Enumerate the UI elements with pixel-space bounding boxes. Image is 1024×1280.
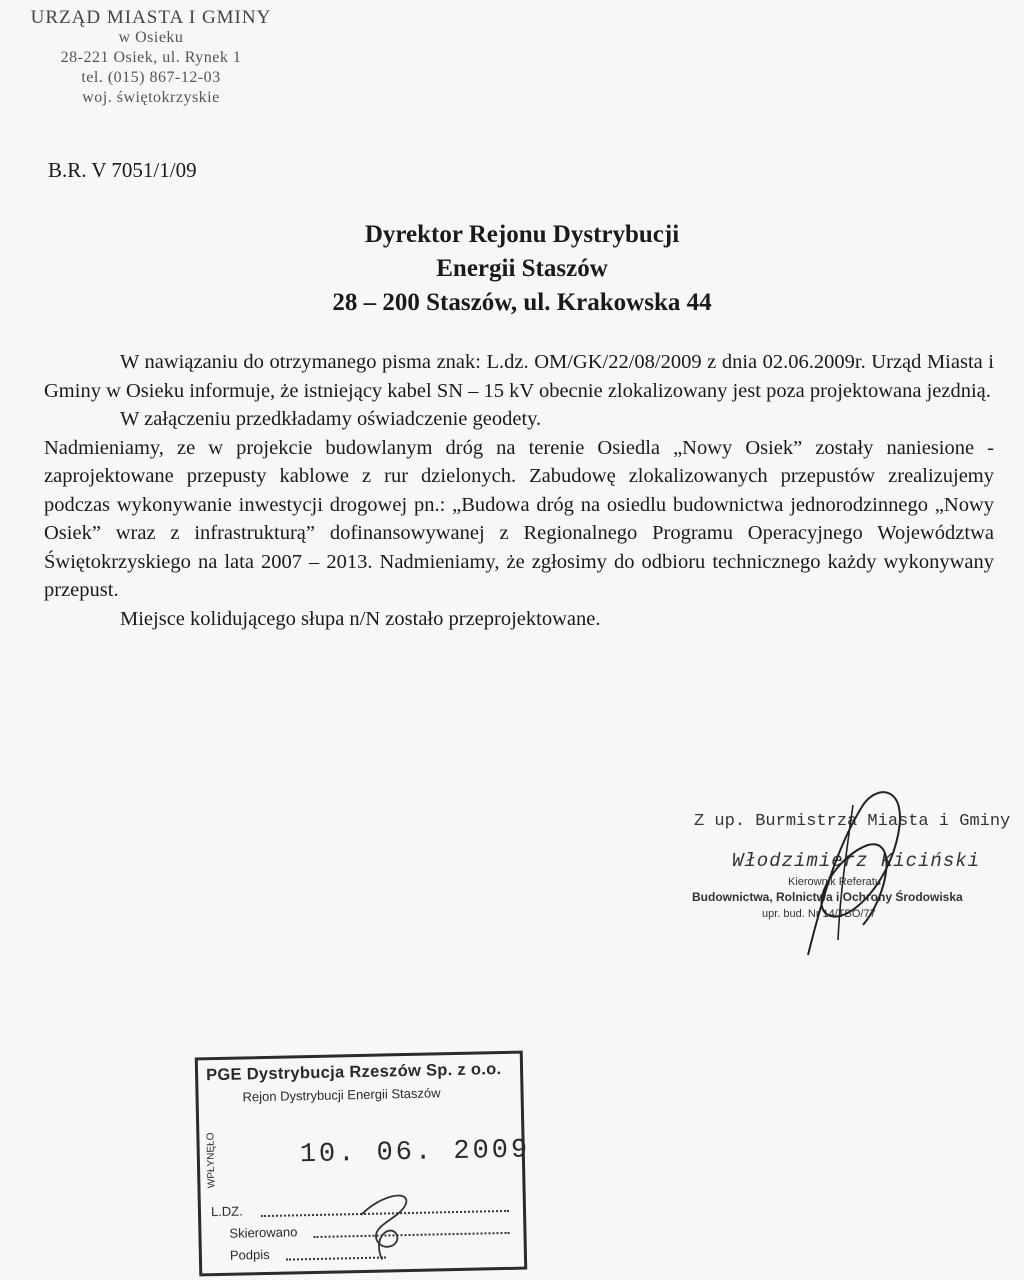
recipient-line1: Dyrektor Rejonu Dystrybucji <box>364 221 680 248</box>
recipient-address: 28 – 200 Staszów, ul. Krakowska 44 <box>332 289 712 316</box>
office-header-stamp <box>6 8 296 108</box>
paragraph-1: W nawiązaniu do otrzymanego pisma znak: L.dz. OM/GK/22/08/2009 z dnia 02.06.2009r. Urząd Miasta i Gminy w Osieku informuje, że istniejący kabel SN – 15 kV obecnie zlokalizowany jest poza projektowana jezdnią. <box>44 351 994 402</box>
office-name-line2: w Osieku <box>118 29 184 46</box>
signatory-role: Z up. Burmistrza Miasta i Gminy <box>694 812 1011 831</box>
receipt-company: PGE Dystrybucja Rzeszów Sp. z o.o. <box>205 1060 502 1085</box>
paragraph-2: W załączeniu przedkładamy oświadczenie geodety. <box>120 408 542 430</box>
signatory-department: Budownictwa, Rolnictwa i Ochrony Środowiska <box>692 890 963 904</box>
receipt-initials <box>350 1174 432 1266</box>
signatory-position: Kierownik Referatu <box>788 876 881 888</box>
letter-body <box>44 348 994 633</box>
handwritten-signature <box>768 775 928 965</box>
office-address: 28-221 Osiek, ul. Rynek 1 <box>60 49 242 66</box>
paragraph-4: Miejsce kolidującego słupa n/N zostało przeprojektowane. <box>120 607 601 630</box>
signatory-permit: upr. bud. Nr 14/TBO/77 <box>762 908 876 920</box>
signature-label: Podpis <box>229 1246 270 1263</box>
reference-number: B.R. V 7051/1/09 <box>48 158 197 182</box>
ldz-label: L.DZ. <box>210 1203 243 1220</box>
recipient-block <box>0 218 1024 320</box>
receipt-branch: Rejon Dystrybucji Energii Staszów <box>242 1085 441 1105</box>
recipient-line2: Energii Staszów <box>436 255 608 282</box>
received-date: 10. 06. 2009 <box>299 1135 531 1171</box>
directed-label: Skierowano <box>229 1224 298 1241</box>
signatory-name: Włodzimierz Kiciński <box>732 850 981 872</box>
received-label: WPŁYNĘŁO <box>205 1132 218 1189</box>
receipt-stamp <box>195 1051 531 1277</box>
office-name: URZĄD MIASTA I GMINY <box>30 7 272 28</box>
office-region: woj. świętokrzyskie <box>82 89 220 106</box>
paragraph-3: Nadmieniamy, ze w projekcie budowlanym dróg na terenie Osiedla „Nowy Osiek” zostały naniesione - zaprojektowane przepusty kablowe z rur dzielonych. Zabudowę zlokalizowanych przepustów zrealizujemy podczas wykonywanie inwestycji drogowej pn.: „Budowa dróg na osiedlu budownictwa jednorodzinnego „Nowy Osiek” wraz z infrastrukturą” dofinansowywanej z Regionalnego Programu Operacyjnego Województwa Świętokrzyskiego na lata 2007 – 2013. Nadmieniamy, że zgłosimy do odbioru technicznego każdy wykonywany przepust. <box>44 436 994 601</box>
office-phone: tel. (015) 867-12-03 <box>81 69 221 86</box>
